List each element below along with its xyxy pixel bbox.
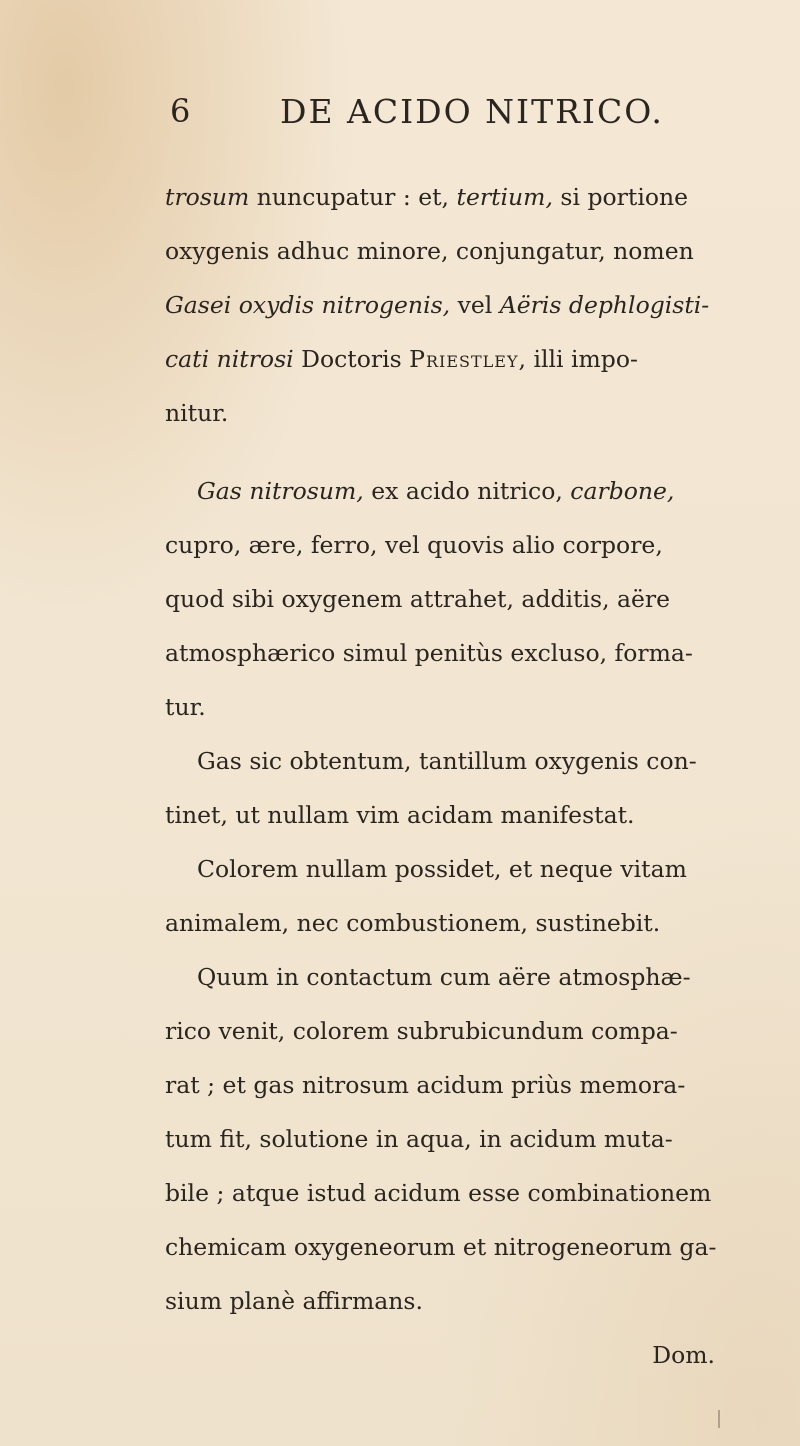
text-line — [165, 332, 715, 386]
paragraph-gap — [165, 440, 715, 464]
text-line: tum fit, solutione in aqua, in acidum muta- — [165, 1125, 673, 1153]
text-line: nitur. — [165, 399, 229, 427]
text-span: , illi impo- — [518, 345, 638, 373]
text-line: rat ; et gas nitrosum acidum priùs memora- — [165, 1071, 686, 1099]
text-span: si portione — [552, 183, 689, 211]
text-line: quod sibi oxygenem attrahet, additis, aëre — [165, 585, 671, 613]
text-span: ex acido nitrico, — [363, 477, 571, 505]
text-line: Quum in contactum cum aëre atmosphæ- — [197, 963, 691, 991]
author-name: Priestley — [409, 345, 519, 373]
text-span: vel — [450, 291, 500, 319]
text-line: animalem, nec combustionem, sustinebit. — [165, 909, 661, 937]
text-line: rico venit, colorem subrubicundum compa- — [165, 1017, 678, 1045]
text-line: tinet, ut nullam vim acidam manifestat. — [165, 801, 635, 829]
text-line — [165, 170, 715, 224]
text-line — [165, 278, 715, 332]
body-text — [165, 170, 715, 1382]
italic-term: cati nitrosi — [165, 345, 294, 373]
italic-term: Aëris dephlogisti- — [499, 291, 710, 319]
italic-term: Gasei oxydis nitrogenis, — [165, 291, 451, 319]
text-line: Gas sic obtentum, tantillum oxygenis con- — [197, 747, 697, 775]
text-line — [165, 464, 715, 518]
text-line: bile ; atque istud acidum esse combinationem — [165, 1179, 712, 1207]
page-header — [150, 92, 710, 142]
text-line: oxygenis adhuc minore, conjungatur, nomen — [165, 237, 694, 265]
text-line: atmosphærico simul penitùs excluso, forma- — [165, 639, 693, 667]
running-head: DE ACIDO NITRICO. — [280, 92, 664, 131]
text-line: cupro, ære, ferro, vel quovis alio corpore, — [165, 531, 663, 559]
paper-mark — [718, 1410, 720, 1428]
text-line: Colorem nullam possidet, et neque vitam — [197, 855, 687, 883]
italic-term: trosum — [165, 183, 250, 211]
page-number: 6 — [170, 92, 192, 130]
italic-term: Gas nitrosum, — [197, 477, 364, 505]
text-line: sium planè affirmans. — [165, 1287, 423, 1315]
text-line: tur. — [165, 693, 206, 721]
text-span: nuncupatur : et, — [249, 183, 457, 211]
catchword: Dom. — [652, 1341, 715, 1369]
italic-term: tertium, — [456, 183, 553, 211]
text-span: Doctoris — [293, 345, 410, 373]
text-line: chemicam oxygeneorum et nitrogeneorum ga- — [165, 1233, 717, 1261]
italic-term: carbone, — [570, 477, 675, 505]
